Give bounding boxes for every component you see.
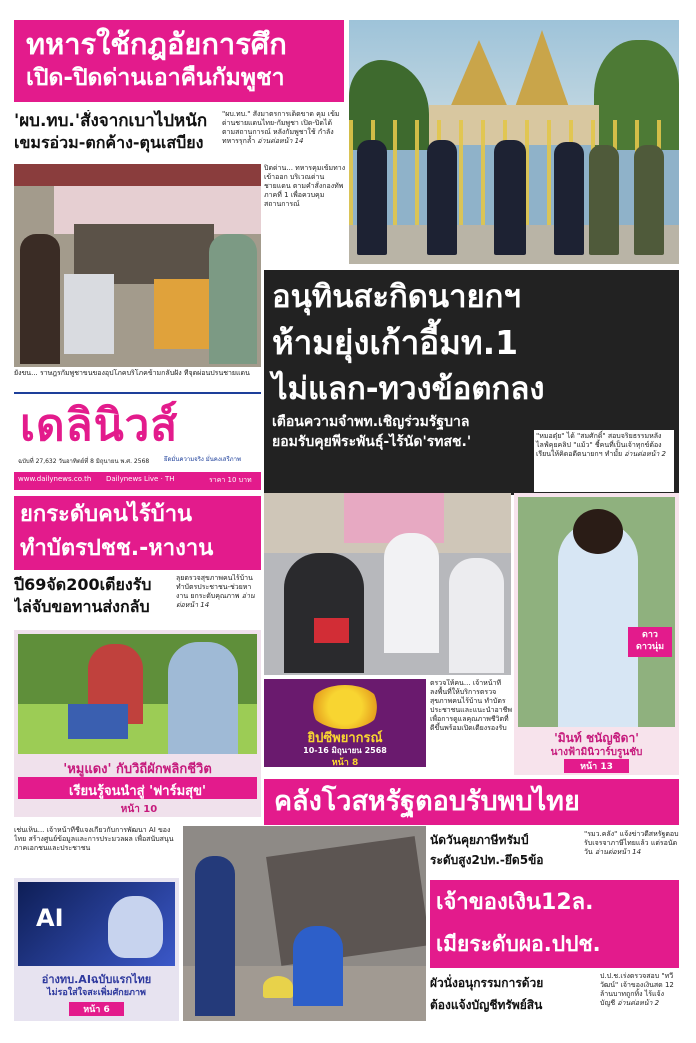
- finance-banner: [264, 779, 679, 825]
- finance-sub-line2: ระดับสูง2ปท.-ยึด5ข้อ: [430, 853, 544, 867]
- celebrity-tag-line2: ดาวนุ่ม: [635, 642, 665, 652]
- cooler-box-icon: [314, 618, 349, 643]
- rescuer-icon: [293, 926, 343, 1006]
- farm-photo: [18, 634, 257, 754]
- money-sub: [430, 972, 600, 1022]
- homeless-sub: [14, 574, 174, 622]
- top-headline-line2: เปิด-ปิดด่านเอาคืนกัมพูชา: [26, 65, 285, 91]
- helmet-icon: [263, 976, 293, 998]
- motorbike-icon: [64, 274, 114, 354]
- homeless-banner-line1: ยกระดับคนไร้บ้าน: [20, 502, 193, 527]
- top-sub-body-text: "ผบ.ทบ." สั่งมาตรการเด็ดขาด คุม เข้มด่านชายแดนไทย-กัมพูชา เปิด-ปิดได้ตามสถานการณ์ หลังกัมพูชาใช้ กำลังทหารรุกล้ำ: [222, 110, 340, 145]
- celebrity-tag-line1: ดาว: [642, 630, 658, 640]
- celebrity-name: 'มินท์ ชนัญชิดา': [554, 731, 639, 745]
- market-caption-text: ยังขน... ราษฎรกัมพูชาขนของอุปโภคบริโภคข้ามกลับฝั่ง ที่จุดผ่อนปรนชายแดน: [14, 369, 250, 377]
- farm-subhead: เรียนรู้จนนำสู่ 'ฟาร์มสุข': [69, 784, 206, 799]
- ai-caption-text: เช่นเห็น... เจ้าหน้าที่ชี้แจงเกี่ยวกับการพัฒนา AI ของไทย สร้างศูนย์ข้อมูลและการประมวลผล เพื่อสนับสนุนภาคเอกชนและประชาชน: [14, 826, 174, 852]
- celebrity-box: [514, 493, 679, 775]
- money-banner-line1: เจ้าของเงิน12ล.: [436, 890, 594, 915]
- patient-icon: [284, 553, 364, 673]
- ai-headline-line1: อ่างทบ.AIฉบับแรกไทย: [41, 973, 152, 986]
- robot-face-icon: [108, 896, 163, 958]
- ai-headline-line2: ไม่รอใส่ใจสะเพิ่มศักยภาพ: [47, 988, 146, 998]
- money-body-text: ป.ป.ช.เร่งตรวจสอบ "ทวีวัฒน์" เจ้าของเงินสด 12 ล้านบาทถูกทิ้ง ไร้แจ้งบัญชี: [600, 972, 674, 1007]
- main-headline-line3: ไม่แลก-ทวงข้อตกลง: [272, 371, 545, 407]
- person-right-icon: [209, 234, 257, 364]
- masthead-slogan: ยึดมั่นความจริง มั่นคงเสรีภาพ: [164, 456, 241, 463]
- homeless-body: [176, 574, 262, 626]
- finance-side: [584, 830, 679, 880]
- money-sub-line2: ต้องแจ้งบัญชีทรัพย์สิน: [430, 998, 543, 1012]
- market-caption: [14, 369, 261, 389]
- masthead: [14, 392, 261, 492]
- main-headline-line1: อนุทินสะกิดนายกฯ: [272, 279, 521, 315]
- ai-photo: [18, 882, 175, 966]
- nurse-1-icon: [384, 533, 439, 653]
- celebrity-page: หน้า 13: [564, 759, 629, 773]
- main-sub-line2: ยอมรับคุยพีระพันธุ์-ไร้นัด'รทสช.': [272, 434, 472, 450]
- top-sub-line2: เขมรอ่วม-ตกค้าง-ตุนเสบียง: [14, 133, 204, 152]
- homeless-body-text: ลุยตรวจสุขภาพคนไร้บ้าน ทำบัตรประชาชน-ช่วยหางาน ยกระดับคุณภาพ: [176, 574, 253, 600]
- top-sub-body: [222, 110, 344, 162]
- homeless-banner-line2: ทำบัตรปชช.-หางาน: [20, 536, 214, 561]
- masthead-logo: เดลินิวส์: [20, 400, 179, 451]
- soldier-5-icon: [589, 145, 619, 255]
- main-side-text-box: [534, 430, 674, 492]
- ai-page: หน้า 6: [69, 1002, 124, 1016]
- top-headline-banner: [14, 20, 344, 102]
- finance-sub: [430, 830, 580, 874]
- sun-icon: [309, 685, 381, 729]
- gate-caption: [264, 164, 346, 264]
- celebrity-photo: [518, 497, 675, 727]
- horoscope-title: ยิปซีพยากรณ์: [307, 731, 383, 746]
- masthead-price: ราคา 10 บาท: [209, 476, 252, 484]
- homeless-banner: [14, 496, 261, 570]
- horoscope-box: [264, 679, 426, 767]
- nurse-2-icon: [449, 558, 504, 673]
- soldier-3-icon: [494, 140, 526, 255]
- main-side-text: "หมอตุ๋ย" ได้ "สมศักดิ์" สอบจริยธรรมหลังไลฟ์คุยคลิป "แม้ว" ชี้คนที่เป็นเจ้าทุกข์ต้องเรียนให้คิดอดีตนายกฯ ทำมั้ย: [536, 432, 662, 458]
- ai-caption: [14, 826, 179, 876]
- money-ref: อ่านต่อหน้า 2: [617, 999, 660, 1007]
- finance-banner-text: คลังโวสหรัฐตอบรับพบไทย: [274, 786, 580, 817]
- top-subheadline: [14, 110, 214, 160]
- masthead-social: Dailynews Live · TH: [106, 475, 175, 483]
- ai-box: [14, 878, 179, 1021]
- money-banner: [430, 880, 679, 968]
- accident-photo: [183, 826, 426, 1021]
- clinic-photo: [264, 493, 511, 675]
- soldier-4-icon: [554, 142, 584, 255]
- main-side-ref: อ่านต่อหน้า 2: [624, 450, 666, 458]
- crate-icon: [68, 704, 128, 739]
- soldier-1-icon: [357, 140, 387, 255]
- money-sub-line1: ผัวนั่งอนุกรรมการด้วย: [430, 976, 544, 990]
- wreck-icon: [266, 836, 426, 966]
- finance-sub-line1: นัดวันคุยภาษีทรัมป์: [430, 833, 529, 847]
- temple-roof-icon: [449, 40, 509, 110]
- main-headline-block: [264, 270, 679, 495]
- temple-roof2-icon: [514, 30, 570, 110]
- soldier-2-icon: [427, 140, 457, 255]
- clinic-caption-text: ตรวจให้คน... เจ้าหน้าที่ลงพื้นที่ให้บริการตรวจสุขภาพคนไร้บ้าน ทำบัตรประชาชนและแนะนำอาชีพ เพื่อการดูแลคุณภาพชีวิตที่ดีขึ้นพร้อมเปิดเตียงรองรับ: [430, 679, 512, 732]
- homeless-sub-line1: ปี69จัด200เตียงรับ: [14, 575, 152, 594]
- horoscope-page: หน้า 8: [331, 758, 359, 767]
- person-left-icon: [20, 234, 60, 364]
- top-sub-line1: 'ผบ.ทบ.'สั่งจากเบาไปหนัก: [14, 111, 208, 131]
- clinic-pink-wall: [344, 493, 444, 543]
- masthead-website: www.dailynews.co.th: [18, 475, 92, 483]
- homeless-ref: อ่านต่อหน้า 14: [176, 592, 255, 609]
- officer-icon: [195, 856, 235, 1016]
- roof: [14, 164, 261, 186]
- main-headline-line2: ห้ามยุ่งเก้าอี้มท.1: [272, 323, 519, 362]
- homeless-sub-line2: ไล่จับขอทานส่งกลับ: [14, 597, 150, 616]
- farm-headline: 'หมูแดง' กับวิถีผักพลิกชีวิต: [63, 762, 212, 777]
- money-banner-line2: เมียระดับผอ.ปปช.: [436, 932, 601, 956]
- top-headline-line1: ทหารใช้กฎอัยการศึก: [26, 27, 287, 61]
- celebrity-desc: นางฟ้ามินิวาร์บรูนชับ: [550, 747, 643, 758]
- farm-box: [14, 630, 261, 817]
- celebrity-tag-badge: [628, 627, 672, 657]
- main-sub-line1: เตือนความจำพท.เชิญร่วมรัฐบาล: [272, 414, 470, 430]
- finance-side-text: "รมว.คลัง" แจ้งข่าวดีสหรัฐตอบรับเจรจาภาษีไทยแล้ว แต่รอนัดวัน: [584, 830, 679, 856]
- ai-label: AI: [36, 904, 64, 932]
- money-body: [600, 972, 679, 1028]
- clinic-caption: [430, 679, 512, 767]
- gate-caption-text: ปิดด่าน... ทหารคุมเข้มทางเข้าออก บริเวณด่านชายแดน ตามคำสั่งกองทัพภาคที่ 1 เพื่อควบคุมสถานการณ์: [264, 164, 346, 208]
- market-photo: [14, 164, 261, 367]
- border-gate-photo: [349, 20, 679, 264]
- farmer-2-icon: [168, 642, 238, 754]
- soldier-6-icon: [634, 145, 664, 255]
- masthead-issue: ฉบับที่ 27,632 วันอาทิตย์ที่ 8 มิถุนายน พ.ศ. 2568: [18, 458, 150, 465]
- farm-page: หน้า 10: [120, 804, 158, 815]
- horoscope-dates: 10-16 มิถุนายน 2568: [303, 746, 387, 755]
- finance-side-ref: อ่านต่อหน้า 14: [594, 848, 642, 856]
- top-sub-ref: อ่านต่อหน้า 14: [257, 137, 304, 145]
- celebrity-hair-icon: [573, 509, 623, 554]
